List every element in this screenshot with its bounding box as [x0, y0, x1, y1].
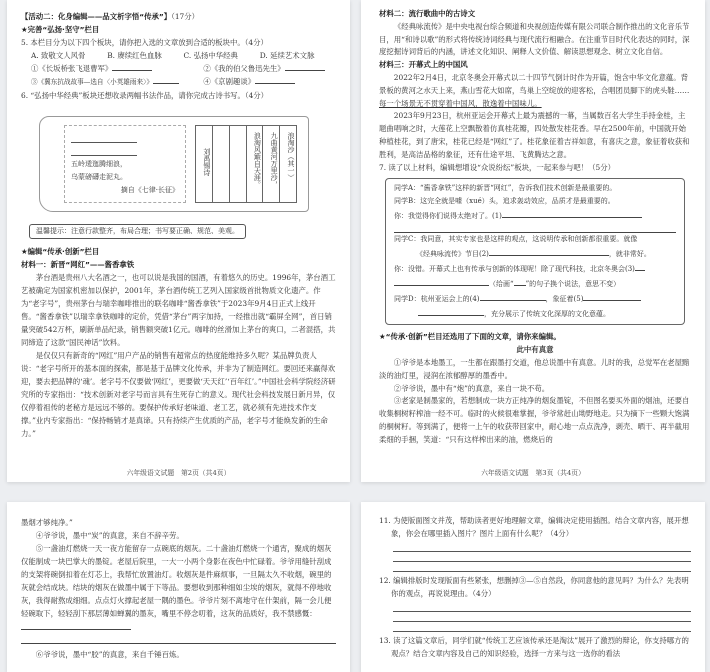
activity-title: 【活动二：化身编辑——品文析字悟“传承”】	[21, 12, 172, 21]
dialog-text: 同学D：杭州亚运会上的(4)	[394, 295, 480, 304]
option-c: C. 弘扬中华经典	[183, 51, 238, 60]
activity-score: （17分）	[171, 12, 200, 21]
answer-blank-3[interactable]	[635, 261, 645, 271]
column-heading: ★完善“弘扬·坚守”栏目	[21, 25, 100, 34]
page-footer: 六年级语文试题 第2页（共4页）	[126, 469, 231, 477]
dialog-you-1	[394, 208, 676, 223]
material-title: 材料二：流行歌曲中的古诗文	[379, 9, 476, 18]
dialog-text: ，象征着(5)	[545, 295, 584, 304]
paragraph-text: 2022年2月4日，北京冬奥会开幕式以二十四节气倒计时作为开篇，饱含中华文化意蕴。背景板的黄河之水天上来，燕山雪花大如席，鸟巢上空绽放的迎客松，合唱团员脚下的虎头鞋……	[379, 72, 690, 95]
answer-blank[interactable]	[153, 75, 179, 84]
activity-heading	[21, 10, 336, 23]
dialog-text: ，充分展示了传统文化深厚的文化意蕴。	[484, 310, 610, 319]
dialog-c-cont	[394, 246, 676, 261]
dialog-text: ，就非常好。	[608, 250, 651, 259]
poem-source: 摘自《七律·长征》	[120, 186, 179, 194]
dialog-hint	[394, 276, 676, 291]
q5-item-2: ②《我的伯父鲁迅先生》	[203, 64, 285, 73]
paragraph: 是仅仅只有新奇的“网红”用户产品的销售有超常点的热度能维持多久呢？某品牌负责人说：“老字号所开的基本面的探索，都是基于品牌文化传承，并非为了制造网红。要回还来赢得欢迎，要去把品牌的‘魂’。老字号不仅要做‘网红’，更要做‘天天红’‘百年红’。”中国社会科学院经济研究所的专家指出：“技术创新对老字号而言具有生死存亡的意义。现代社会科技发展日新月异，仅仅停着祖传的老秘方是远远不够的。要保护传承好老味道、老工艺，就必须有先进技术作支撑。”业内专家指出：“保持畅销才是真谛。只有持续产生优质的产品，老字号才能焕发新的生命力。”	[21, 351, 336, 438]
column-heading: ★编辑“传承·创新”栏目	[21, 247, 100, 256]
dialog-a: 同学A：“酱香拿铁”这样的新晋“网红”，告诉我们技术创新是最重要的。	[394, 184, 617, 193]
dialog-c: 同学C：我同意，其实专家也是这样的观点，这说明传承和创新都很重要。就像	[394, 235, 638, 244]
paragraph: ①爷爷是本地墨工，一生都在跟墨打交道，他总说墨中有真意。儿时的我，总觉军在老屋黯淡的油灯里，浸润在浓郁醇厚的墨香中。	[379, 357, 690, 380]
poem-blank-line[interactable]	[71, 145, 137, 156]
answer-line[interactable]	[393, 552, 691, 562]
paragraph	[379, 72, 691, 110]
answer-blank-5-cont[interactable]	[418, 306, 484, 316]
answer-line[interactable]	[393, 622, 691, 632]
dialog-text: 你：没错。开幕式上也有传承与创新的体现呢！除了现代科技，北京冬奥会(3)	[394, 265, 635, 274]
q5-item-3: ③《冀东抗战故事—选自〈小英雄雨来〉》	[31, 78, 153, 86]
material-title: 材料一：新晋“网红”——酱香拿铁	[21, 260, 135, 269]
poem-line: 五岭逶迤腾细浪，	[71, 160, 127, 168]
hint-text: ”的句子换个说法，意思不变）	[525, 280, 621, 289]
discussion-box	[385, 178, 685, 325]
column-heading: ★“传承·创新”栏目还选用了下面的文章，请你来编辑。	[379, 332, 561, 342]
article-title: 此中有真意	[516, 345, 554, 355]
poem-blank-line[interactable]	[71, 132, 137, 143]
paragraph	[21, 542, 336, 634]
paragraph: 《经典咏流传》是中央电视台综合频道和央视创造传媒有限公司联合制作推出的文化音乐节目，用“和诗以歌”的形式将传统诗词经典与现代流行相融合。在注重节目时代化表达的同时，深度挖掘诗词背后的内涵，讲述文化知识、阐释人文价值、解读思想观念、树立文化自信。	[379, 21, 690, 57]
answer-blank-3-cont[interactable]	[394, 276, 489, 286]
poem-col: 浪淘沙（其一）	[279, 126, 296, 202]
page-3	[361, 0, 705, 482]
question-13: 13. 读了这篇文章后，同学们就“传统工艺应该传承还是淘汰”展开了激烈的辩论，你支持哪方的观点？结合文章内容及自己的知识经验，选择一方来与这一选你的看法	[379, 636, 689, 658]
paragraph: 墨烟才够纯净。”	[21, 518, 73, 527]
poem-col: 浪淘风簸自天涯。	[246, 126, 263, 202]
poem-blank-col[interactable]	[212, 126, 229, 202]
answer-blank-2[interactable]	[489, 246, 609, 256]
answer-blank-cont[interactable]	[21, 634, 336, 644]
paragraph: 茅台酒是贵州八大名酒之一，也可以说是我国的国酒，有着悠久的历史。1996年，茅台酒工艺被确定为国家机密加以保护，2001年，茅台酒传统工艺列入国家级首批物质文化遗产。作为“老字号”，贵州茅台与瑞幸咖啡推出的联名咖啡“酱香拿铁”于2023年9月4日正式上线开售。“酱香拿铁”以瑞幸拿铁咖啡的定价，凭借“茅台”两字加持，一经推出就“霸屏全网”，首日销量突破542万杯，刷新单品纪录，销售额突破1亿元。咖啡的丝滑加上茅台的爽口，二者混搭，共同缔造了这款“国民神话”饮料。	[21, 273, 336, 347]
answer-line[interactable]	[393, 602, 691, 612]
poem-blank-col[interactable]	[229, 126, 246, 202]
poem-scroll	[39, 116, 309, 212]
dialog-b: 同学B：这完全就是噱（xué）头，追求轰动效应，品质才是最重要的。	[394, 197, 615, 206]
answer-blank[interactable]	[112, 62, 152, 71]
q5-item-4: ④《京剧趣谈》	[203, 77, 256, 86]
question-7: 7. 读了以上材料，编辑想增设“众说纷纭”板块，一起来参与吧！（5分）	[379, 162, 615, 172]
material-title: 材料三：开幕式上的中国风	[379, 60, 468, 70]
paragraph: ③老家是制墨家的，若想制成一块方正纯净的烟炱墨锭，不但图名要买外面的烟油，还要自收集桐树籽榨油一经不可。临时的火候很难掌握，爷爷常赶山坳野地走。只为摘下一些颗大饱满的桐树籽。等到满了，便将一上午的收获带回家中，耐心地一点点洗净，剥壳、晒干、再半截用柔细的手捆，笑道：“只有这样榨出来的油，燃烧后的	[379, 396, 690, 444]
answer-blank-1[interactable]	[502, 208, 642, 218]
question-11: 11. 为使版面图文并茂，帮助读者更好地理解文章，编辑决定使用插图。结合文章内容，展开想象，你会在哪里插入图片？图片上面有什么呢？（4分）	[379, 516, 689, 538]
paragraph-text: ⑤一盏油灯燃烧一天一夜方能留存一点碗底的烟灰。二十盏油灯燃烧一个通宵，聚成的烟灰仅能制成一块巴掌大的墨锭。老屋后院里，一大一小两个身影在夜色中忙碌着。爷爷用缝针刮成的支架将碗倒扣着在灯芯上，我帮忙放置油灯。收烟灰是件麻烦事，一旦隔太久不收烟，碗里的灰就会结成块。结块的烟灰在做墨中属于下等品。要想收到那种细如尘埃的烟灰，就得不停地收灰，我得耐熬成细细。点点灯火撑起老屋一隅的墨色。爷爷片刻不离地守在什架前，隔一会儿便轻碗取下，轻轻刮下那层薄如蝉翼的墨灰，嘴里不停念叨着，这灰的品质好，我不禁感慨：	[21, 544, 332, 618]
answer-blank[interactable]	[255, 75, 295, 84]
poem-col: 九曲黄河万里沙，	[262, 126, 279, 202]
poem-line: 乌蒙磅礴走泥丸。	[71, 173, 127, 181]
dialog-text: 你：我觉得你们说得太绝对了。(1)	[394, 212, 502, 221]
paragraph: ②爷爷说，墨中有“炮”的真意，来自一块不苟。	[393, 383, 550, 393]
dialog-d-cont	[394, 306, 676, 321]
answer-blank[interactable]	[285, 62, 325, 71]
paragraph: ④爷爷说，墨中“炭”的真意，来自不辞辛劳。	[35, 531, 184, 540]
page-4-left	[7, 502, 350, 672]
question-12: 12. 编辑排版时发现版面有些紧张，想删掉③—⑤自然段，你同意他的意见吗？为什么？先表明你的观点，再说说理由。（4分）	[379, 576, 689, 598]
q5-items-row1	[21, 62, 336, 75]
dialog-text: 《经典咏流传》节目(2)	[416, 250, 489, 259]
page-4-right	[361, 502, 705, 672]
tip-box: 温馨提示：注意行款整齐，布局合理；书写要正确、规范、美观。	[29, 224, 246, 239]
q5-options	[21, 49, 336, 62]
poem-author: 刘禹锡诗	[202, 148, 211, 176]
answer-line[interactable]	[393, 542, 691, 552]
poem-grid	[195, 125, 297, 203]
hint-underline-mark	[514, 276, 526, 286]
poem-left-panel	[64, 125, 186, 203]
hint-text: （给画“	[489, 280, 514, 289]
answer-blank-5[interactable]	[583, 291, 641, 301]
page-2	[7, 0, 350, 482]
answer-blank-4[interactable]	[480, 291, 546, 301]
q5-items-row2	[21, 75, 336, 89]
underlined-sentence: 每一个场景无不贯穿着中国风，散逸着中国味儿。	[379, 98, 542, 108]
question-5: 5. 本栏目分为以下四个板块，请你把入选的文章放到合适的板块中。（4分）	[21, 38, 268, 47]
paragraph: 2023年9月23日，杭州亚运会开幕式上最为震撼的一幕，当属数百名大学生手持金桂，主题曲唱响之时，大莲花上空飘散着仿真桂花瓣，四处散发桂花香。早在2500年前，中国就开始种植桂花，到了唐宋，桂花已经是“网红”了。桂花象征着吉祥如意，有喜庆之意，象征着收获和胜利，是高洁品格的象征，还有仕途平坦、飞黄腾达之意。	[379, 111, 690, 159]
answer-line[interactable]	[393, 612, 691, 622]
answer-blank-1-cont[interactable]	[394, 223, 676, 233]
answer-line[interactable]	[393, 562, 691, 572]
answer-blank[interactable]	[21, 620, 131, 630]
paragraph: ⑥爷爷说，墨中“胶”的真意，来自千锤百炼。	[35, 650, 184, 659]
question-6: 6. “弘扬中华经典”板块还想收录两幅书法作品，请你完成古诗书写。（4分）	[21, 91, 269, 100]
option-d: D. 延续艺术文脉	[259, 51, 315, 60]
option-a: A. 致敬文人风骨	[31, 51, 86, 60]
dialog-d	[394, 291, 676, 306]
dialog-you-2	[394, 261, 676, 276]
option-b: B. 赓续红色血脉	[107, 51, 162, 60]
q5-item-1: ①《长坂桥张飞退曹军》	[31, 64, 113, 73]
page-footer: 六年级语文试题 第3页（共4页）	[481, 469, 585, 477]
